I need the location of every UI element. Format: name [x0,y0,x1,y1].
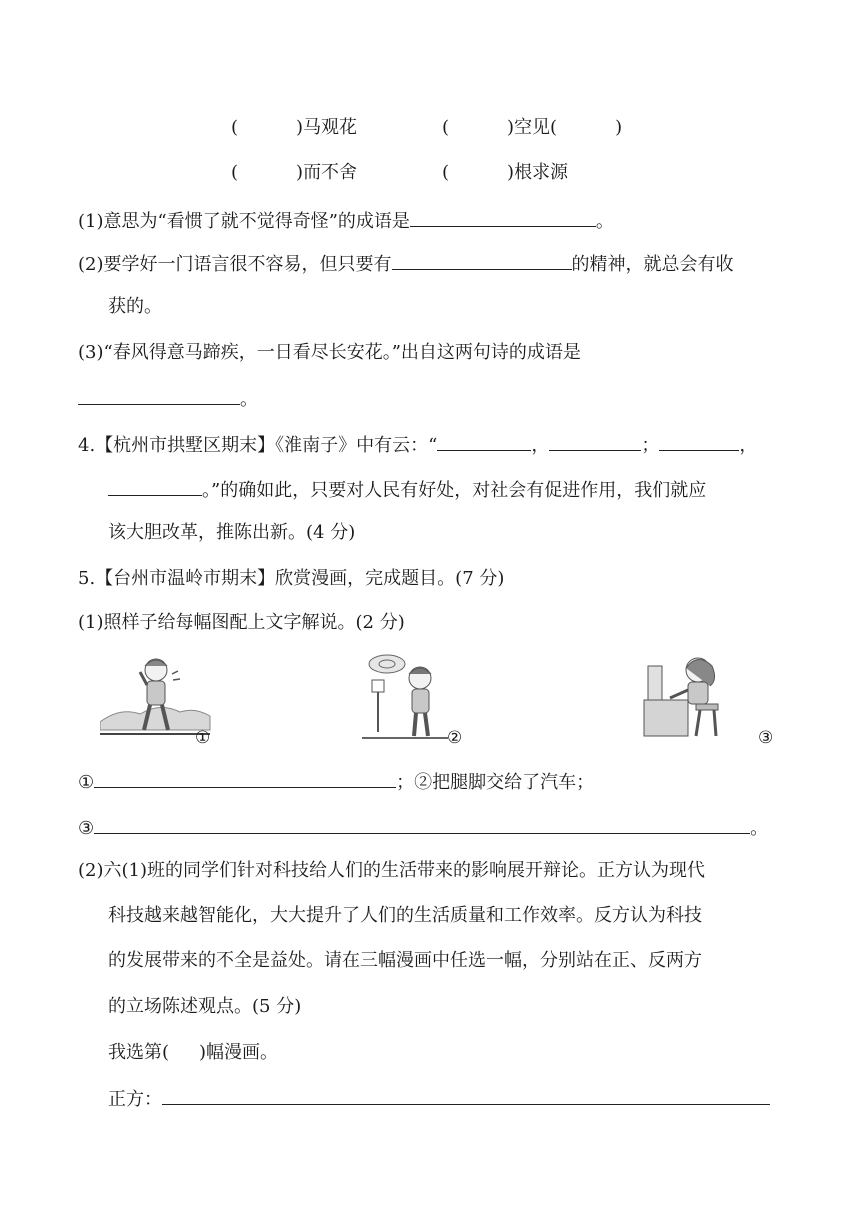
circle-number: ① [78,772,95,793]
idiom-text: 根求源 [514,162,569,183]
q3-sub2-cont: 获的。 [108,296,162,317]
paren-open: ( [231,117,239,138]
comic-number-3: ③ [758,728,774,748]
comic-computer-picture [640,650,740,742]
pro-side-line [108,1086,770,1112]
answer-blank[interactable] [108,477,202,496]
idiom-text: 而不舍 [303,162,358,183]
paren-close: ) [296,117,304,138]
answer-blank[interactable] [410,208,596,227]
choose-comic-line [108,1041,278,1065]
punct: ， [739,435,758,456]
question-text: 的精神，就总会有收 [571,254,734,275]
punct: ； [641,435,660,456]
punct: ， [531,435,550,456]
question-text: 我选第( [108,1042,170,1063]
q5-sub2-line3: 的发展带来的不全是益处。请在三幅漫画中任选一幅，分别站在正、反两方 [108,950,702,971]
paren-open: ( [231,162,239,183]
idiom-blank-row1-b [442,116,622,140]
idiom-blank-row2-b [442,161,568,185]
comic-number-2: ② [447,728,463,748]
paren-close: ) [615,117,623,138]
question-text: )幅漫画。 [199,1042,279,1063]
question-text: (2)要学好一门语言很不容易，但只要有 [78,254,392,275]
punct: 。 [595,211,614,232]
answer-blank[interactable] [549,432,641,451]
q5-sub2-line2: 科技越来越智能化，大大提升了人们的生活质量和工作效率。反方认为科技 [108,905,702,926]
paren-open: ( [442,162,450,183]
answer-blank[interactable] [94,769,396,788]
q5-sub2-line4: 的立场陈述观点。(5 分) [108,996,302,1017]
paren-close: ) [296,162,304,183]
punct: 。 [240,389,258,410]
q5-title: 5.【台州市温岭市期末】欣赏漫画，完成题目。(7 分) [78,568,505,589]
pro-label: 正方： [108,1089,162,1110]
q3-sub2 [78,251,734,277]
comic-answer-1 [78,769,594,795]
paren-close: ) [507,162,515,183]
q4-line2 [108,477,706,503]
question-text: 。”的确如此，只要对人民有好处，对社会有促进作用，我们就应 [202,480,707,501]
q4-line1 [78,432,757,458]
punct: 。 [750,818,769,839]
idiom-blank-row1-a [231,116,357,140]
question-text: ；②把腿脚交给了汽车； [396,772,595,793]
q3-sub1 [78,208,614,234]
q4-line3: 该大胆改革，推陈出新。(4 分) [108,522,356,543]
q5-sub1: (1)照样子给每幅图配上文字解说。(2 分) [78,612,405,633]
question-text: 4.【杭州市拱墅区期末】《淮南子》中有云：“ [78,435,438,456]
idiom-blank-row2-a [231,161,357,185]
comic-number-1: ① [195,728,211,748]
q3-sub3-answer [78,386,258,412]
question-text: (1)意思为“看惯了就不觉得奇怪”的成语是 [78,211,410,232]
answer-blank[interactable] [78,386,240,405]
answer-blank[interactable] [94,815,750,834]
answer-blank[interactable] [659,432,739,451]
paren-open: ( [442,117,450,138]
answer-blank[interactable] [437,432,531,451]
idiom-text: 马观花 [303,117,358,138]
paren-close: ) [507,117,515,138]
idiom-text: 空见( [514,117,558,138]
answer-blank[interactable] [392,251,572,270]
answer-blank[interactable] [162,1086,770,1105]
q5-sub2-line1: (2)六(1)班的同学们针对科技给人们的生活带来的影响展开辩论。正方认为现代 [78,860,705,881]
q3-sub3: (3)“春风得意马蹄疾，一日看尽长安花。”出自这两句诗的成语是 [78,342,581,363]
circle-number: ③ [78,818,95,839]
comic-car-picture [362,652,452,744]
comic-answer-3 [78,815,768,841]
